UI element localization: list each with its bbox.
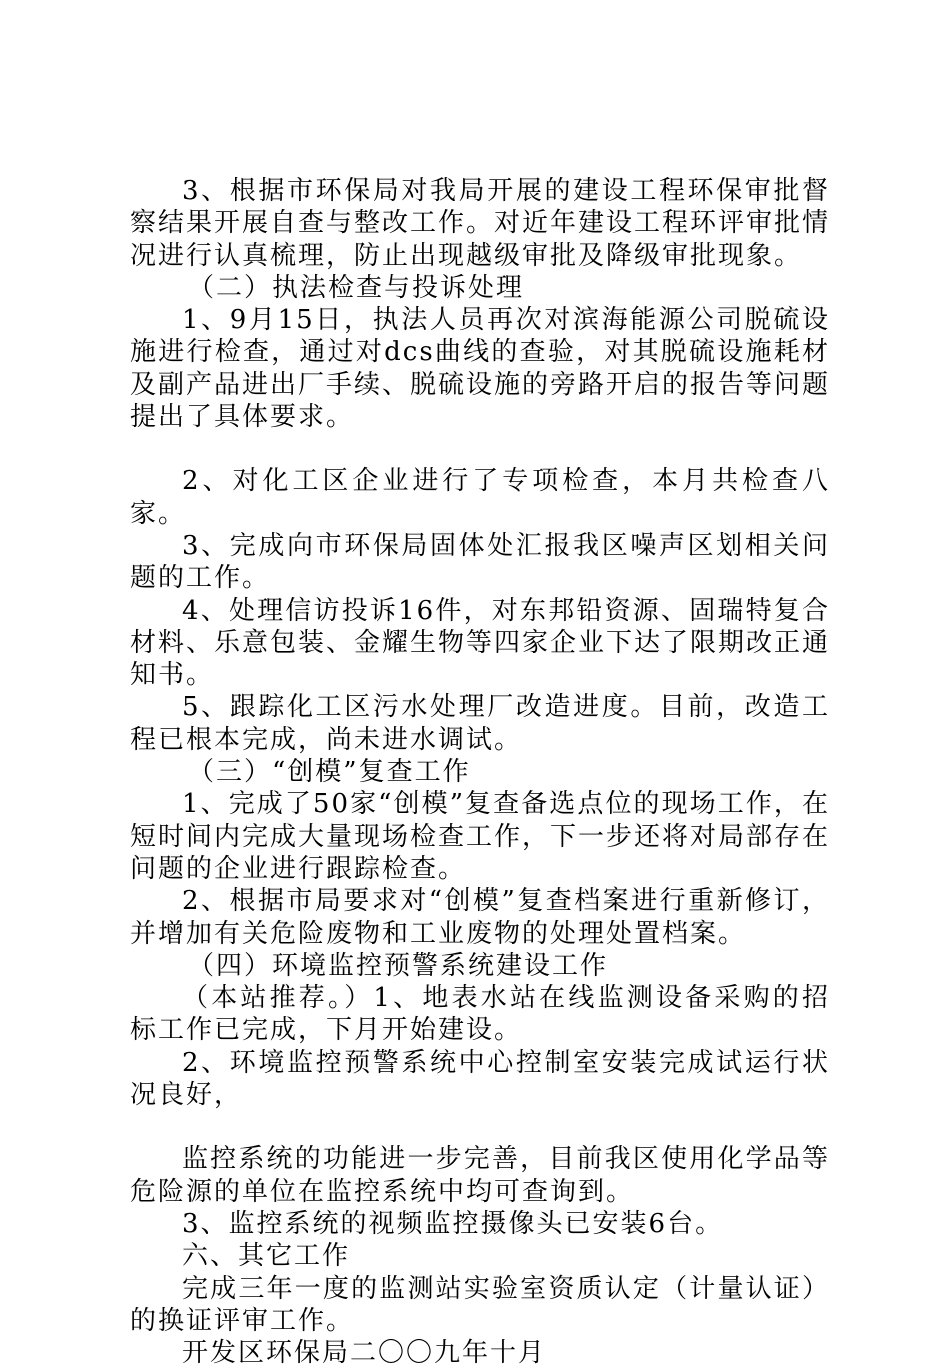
paragraph-chemical-zone: 2、对化工区企业进行了专项检查，本月共检查八家。 bbox=[130, 466, 830, 529]
document-signature: 开发区环保局二〇〇九年十月 bbox=[182, 1338, 547, 1369]
paragraph-certification: 完成三年一度的监测站实验室资质认定（计量认证）的换证评审工作。 bbox=[130, 1273, 830, 1336]
paragraph-binhai-inspection: 1、9月15日，执法人员再次对滨海能源公司脱硫设施进行检查，通过对dcs曲线的查验，对其脱硫设施耗材及副产品进出厂手续、脱硫设施的旁路开启的报告等问题提出了具体要求。 bbox=[130, 305, 831, 433]
heading-monitoring: （四）环境监控预警系统建设工作 bbox=[188, 950, 609, 981]
paragraph-archives: 2、根据市局要求对“创模”复查档案进行重新修订，并增加有关危险废物和工业废物的处理处置档案。 bbox=[130, 886, 830, 949]
paragraph-site-work: 1、完成了50家“创模”复查备选点位的现场工作，在短时间内完成大量现场检查工作，下一步还将对局部存在问题的企业进行跟踪检查。 bbox=[130, 789, 831, 884]
heading-enforcement: （二）执法检查与投诉处理 bbox=[188, 272, 525, 303]
paragraph-control-room: 2、环境监控预警系统中心控制室安装完成试运行状况良好， bbox=[130, 1047, 830, 1111]
document-body bbox=[130, 175, 830, 1369]
paragraph-monitoring-system: 监控系统的功能进一步完善，目前我区使用化学品等危险源的单位在监控系统中均可查询到。 bbox=[130, 1144, 830, 1207]
paragraph-cameras: 3、监控系统的视频监控摄像头已安装6台。 bbox=[182, 1208, 724, 1239]
paragraph-gap bbox=[130, 1111, 830, 1143]
paragraph-complaints: 4、处理信访投诉16件，对东邦铅资源、固瑞特复合材料、乐意包装、金耀生物等四家企业下达了限期改正通知书。 bbox=[130, 595, 831, 691]
paragraph-wastewater: 5、跟踪化工区污水处理厂改造进度。目前，改造工程已根本完成，尚未进水调试。 bbox=[130, 692, 830, 755]
paragraph-self-check: 3、根据市环保局对我局开展的建设工程环保审批督察结果开展自查与整改工作。对近年建设工程环评审批情况进行认真梳理，防止出现越级审批及降级审批现象。 bbox=[130, 176, 831, 271]
paragraph-water-station: （本站推荐。）1、地表水站在线监测设备采购的招标工作已完成，下月开始建设。 bbox=[130, 983, 830, 1046]
paragraph-noise-report: 3、完成向市环保局固体处汇报我区噪声区划相关问题的工作。 bbox=[130, 530, 830, 594]
paragraph-gap bbox=[130, 433, 830, 465]
heading-review: （三）“创模”复查工作 bbox=[188, 757, 471, 788]
heading-other-work: 六、其它工作 bbox=[182, 1241, 351, 1272]
